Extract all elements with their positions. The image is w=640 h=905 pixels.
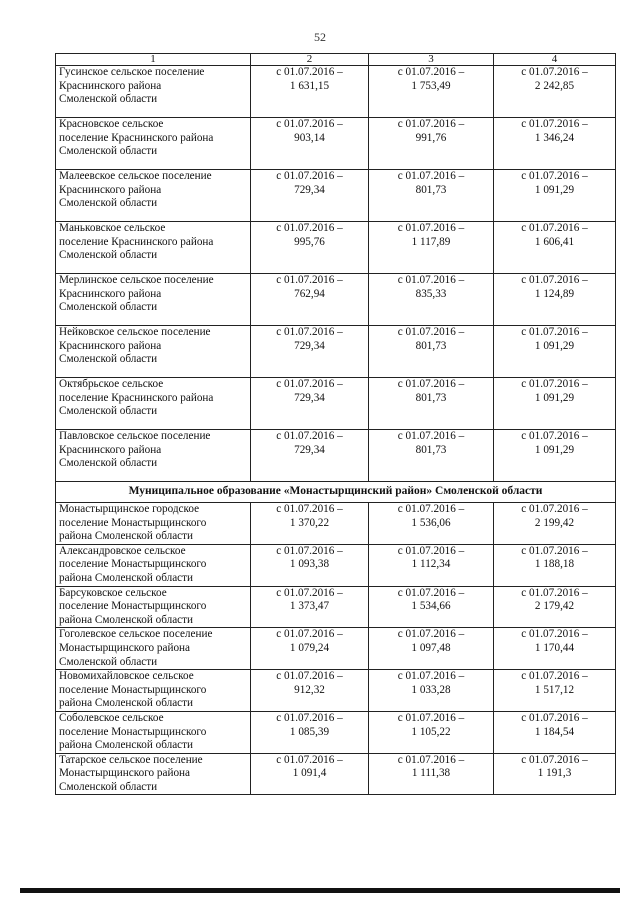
tariff-date: с 01.07.2016 – (397, 711, 465, 724)
settlement-name-line: Новомихайловское сельское (59, 670, 194, 683)
settlement-name-cell (56, 430, 251, 482)
settlement-name-line: Октябрьское сельское (59, 378, 164, 390)
tariff-date: с 01.07.2016 – (521, 430, 588, 442)
table-row (56, 586, 616, 628)
tariff-cell-v4 (494, 544, 616, 586)
settlement-name-line: Смоленской области (59, 405, 158, 418)
settlement-name-line: района Смоленской области (59, 613, 194, 626)
tariff-value: 729,34 (294, 183, 325, 196)
tariff-date: с 01.07.2016 – (521, 711, 588, 724)
tariff-value: 2 179,42 (534, 600, 575, 613)
settlement-name-line: Павловское сельское поселение (59, 430, 211, 442)
scan-edge-bar (20, 888, 620, 893)
tariff-value: 991,76 (415, 131, 447, 144)
tariff-cell-v2 (251, 274, 369, 326)
tariff-value: 1 170,44 (534, 641, 575, 654)
tariff-value: 1 536,06 (411, 516, 451, 529)
page-number: 52 (314, 30, 326, 44)
tariff-date: с 01.07.2016 – (521, 170, 588, 182)
tariff-cell-v4 (494, 66, 616, 118)
tariff-cell-v2 (251, 503, 369, 545)
settlement-name-line: Краснинского района (59, 79, 162, 92)
tariff-date: с 01.07.2016 – (397, 326, 465, 338)
settlement-name-line: Смоленской области (59, 93, 158, 106)
tariff-date: с 01.07.2016 – (276, 586, 343, 599)
tariff-value: 1 091,29 (534, 443, 575, 456)
tariff-date: с 01.07.2016 – (521, 378, 588, 390)
tariff-value: 1 606,41 (534, 235, 575, 248)
settlement-name-cell (56, 544, 251, 586)
tariff-value: 1 091,29 (534, 391, 575, 404)
tariff-value: 729,34 (294, 443, 325, 456)
settlement-name-line: поселение Монастырщинского (59, 516, 207, 529)
settlement-name-cell (56, 378, 251, 430)
tariff-cell-v3 (369, 586, 494, 628)
tariff-cell-v3 (369, 503, 494, 545)
tariff-cell-v4 (494, 503, 616, 545)
settlement-name-line: Смоленской области (59, 655, 158, 668)
settlement-name-line: Монастырщинского района (59, 767, 190, 780)
tariff-cell-v2 (251, 430, 369, 482)
settlement-name-line: Краснинского района (59, 287, 162, 300)
tariff-value: 801,73 (415, 339, 447, 352)
tariff-cell-v3 (369, 628, 494, 670)
tariff-value: 1 753,49 (411, 79, 451, 92)
table-row (56, 118, 616, 170)
tariff-date: с 01.07.2016 – (397, 118, 465, 130)
settlement-name-line: Краснинского района (59, 443, 162, 456)
tariff-cell-v2 (251, 670, 369, 712)
settlement-name-cell (56, 170, 251, 222)
settlement-name-line: Смоленской области (59, 197, 158, 210)
settlement-name-line: Смоленской области (59, 145, 158, 158)
tariff-date: с 01.07.2016 – (521, 503, 588, 515)
tariff-date: с 01.07.2016 – (521, 66, 588, 78)
settlement-name-line: поселение Монастырщинского (59, 725, 207, 738)
settlement-name-cell (56, 222, 251, 274)
tariff-date: с 01.07.2016 – (397, 586, 465, 599)
settlement-name-line: поселение Краснинского района (59, 391, 214, 404)
tariff-date: с 01.07.2016 – (521, 222, 588, 234)
section-row (56, 482, 616, 503)
settlement-name-cell (56, 628, 251, 670)
tariff-date: с 01.07.2016 – (276, 628, 343, 641)
settlement-name-line: поселение Краснинского района (59, 235, 214, 248)
tariff-date: с 01.07.2016 – (397, 430, 465, 442)
tariff-cell-v4 (494, 378, 616, 430)
tariff-date: с 01.07.2016 – (397, 222, 465, 234)
settlement-name-line: Маньковское сельское (59, 222, 166, 234)
tariff-value: 1 091,29 (534, 339, 575, 352)
tariff-value: 1 188,18 (534, 558, 575, 571)
settlement-name-cell (56, 274, 251, 326)
tariff-date: с 01.07.2016 – (397, 503, 465, 515)
tariff-cell-v3 (369, 753, 494, 795)
tariff-cell-v3 (369, 711, 494, 753)
tariff-value: 995,76 (294, 235, 325, 248)
tariff-cell-v3 (369, 170, 494, 222)
tariff-value: 1 111,38 (411, 767, 451, 780)
settlement-name-line: Нейковское сельское поселение (59, 326, 211, 338)
tariff-value: 729,34 (294, 391, 325, 404)
tariff-value: 2 199,42 (534, 516, 575, 529)
tariff-date: с 01.07.2016 – (397, 544, 465, 557)
tariff-table (55, 53, 616, 795)
tariff-date: с 01.07.2016 – (397, 628, 465, 641)
col-header-1: 1 (56, 54, 251, 66)
settlement-name-line: поселение Монастырщинского (59, 600, 207, 613)
settlement-name-line: Смоленской области (59, 249, 158, 262)
settlement-name-line: Малеевское сельское поселение (59, 170, 212, 182)
tariff-date: с 01.07.2016 – (276, 544, 343, 557)
settlement-name-line: Смоленской области (59, 457, 158, 470)
settlement-name-cell (56, 118, 251, 170)
settlement-name-cell (56, 753, 251, 795)
settlement-name-cell (56, 586, 251, 628)
tariff-value: 801,73 (415, 391, 447, 404)
table-row (56, 274, 616, 326)
tariff-cell-v2 (251, 326, 369, 378)
tariff-date: с 01.07.2016 – (276, 222, 343, 234)
settlement-name-line: Смоленской области (59, 780, 158, 793)
tariff-value: 1 097,48 (411, 641, 451, 654)
tariff-value: 1 631,15 (289, 79, 330, 92)
table-row (56, 430, 616, 482)
tariff-value: 1 093,38 (289, 558, 330, 571)
tariff-cell-v2 (251, 118, 369, 170)
tariff-cell-v4 (494, 222, 616, 274)
settlement-name-line: Монастырщинское городское (59, 503, 200, 515)
tariff-value: 1 517,12 (534, 683, 575, 696)
table-body (56, 54, 616, 795)
tariff-cell-v3 (369, 274, 494, 326)
settlement-name-line: поселение Монастырщинского (59, 558, 207, 571)
settlement-name-line: Соболевское сельское (59, 711, 164, 724)
settlement-name-line: района Смоленской области (59, 739, 194, 752)
col-header-2: 2 (251, 54, 369, 66)
col-header-4: 4 (494, 54, 616, 66)
tariff-cell-v2 (251, 170, 369, 222)
tariff-date: с 01.07.2016 – (397, 274, 465, 286)
settlement-name-line: Мерлинское сельское поселение (59, 274, 214, 286)
settlement-name-line: Гоголевское сельское поселение (59, 628, 213, 641)
settlement-name-line: поселение Краснинского района (59, 131, 214, 144)
tariff-date: с 01.07.2016 – (521, 326, 588, 338)
tariff-value: 1 370,22 (289, 516, 330, 529)
tariff-cell-v3 (369, 378, 494, 430)
tariff-value: 1 191,3 (537, 767, 572, 780)
table-row (56, 711, 616, 753)
settlement-name-line: района Смоленской области (59, 530, 194, 543)
tariff-date: с 01.07.2016 – (397, 378, 465, 390)
tariff-value: 1 534,66 (411, 600, 451, 613)
table-row (56, 378, 616, 430)
tariff-cell-v2 (251, 586, 369, 628)
tariff-cell-v3 (369, 430, 494, 482)
tariff-date: с 01.07.2016 – (276, 711, 343, 724)
tariff-value: 1 117,89 (411, 235, 451, 248)
settlement-name-cell (56, 670, 251, 712)
header-row (56, 54, 616, 66)
tariff-cell-v2 (251, 66, 369, 118)
table-row (56, 326, 616, 378)
settlement-name-line: района Смоленской области (59, 571, 194, 584)
tariff-date: с 01.07.2016 – (521, 586, 588, 599)
tariff-cell-v2 (251, 628, 369, 670)
table-row (56, 544, 616, 586)
tariff-cell-v3 (369, 118, 494, 170)
settlement-name-line: Гусинское сельское поселение (59, 66, 205, 78)
tariff-date: с 01.07.2016 – (276, 378, 343, 390)
tariff-cell-v3 (369, 222, 494, 274)
tariff-date: с 01.07.2016 – (276, 170, 343, 182)
tariff-cell-v3 (369, 544, 494, 586)
tariff-cell-v2 (251, 544, 369, 586)
tariff-cell-v4 (494, 326, 616, 378)
tariff-value: 1 079,24 (289, 641, 330, 654)
tariff-date: с 01.07.2016 – (521, 753, 588, 766)
tariff-date: с 01.07.2016 – (397, 753, 465, 766)
settlement-name-line: Смоленской области (59, 301, 158, 314)
settlement-name-line: района Смоленской области (59, 697, 194, 710)
settlement-name-line: Смоленской области (59, 353, 158, 366)
table-row (56, 170, 616, 222)
table-row (56, 628, 616, 670)
tariff-date: с 01.07.2016 – (521, 670, 588, 683)
table-row (56, 503, 616, 545)
table-row (56, 670, 616, 712)
tariff-value: 1 373,47 (289, 600, 330, 613)
tariff-cell-v3 (369, 326, 494, 378)
tariff-value: 2 242,85 (534, 79, 575, 92)
tariff-cell-v4 (494, 586, 616, 628)
tariff-cell-v2 (251, 711, 369, 753)
tariff-date: с 01.07.2016 – (397, 170, 465, 182)
table-row (56, 66, 616, 118)
tariff-date: с 01.07.2016 – (521, 628, 588, 641)
tariff-value: 1 346,24 (534, 131, 575, 144)
tariff-cell-v4 (494, 753, 616, 795)
tariff-cell-v4 (494, 118, 616, 170)
tariff-cell-v4 (494, 274, 616, 326)
settlement-name-line: Красновское сельское (59, 118, 164, 130)
settlement-name-line: Краснинского района (59, 339, 162, 352)
settlement-name-cell (56, 66, 251, 118)
tariff-value: 729,34 (294, 339, 325, 352)
tariff-cell-v4 (494, 628, 616, 670)
tariff-date: с 01.07.2016 – (276, 753, 343, 766)
section-title: Муниципальное образование «Монастырщинский район» Смоленской области (56, 482, 616, 503)
tariff-date: с 01.07.2016 – (276, 66, 343, 78)
tariff-cell-v2 (251, 753, 369, 795)
tariff-value: 1 124,89 (534, 287, 575, 300)
tariff-value: 1 085,39 (289, 725, 330, 738)
settlement-name-line: Александровское сельское (59, 544, 186, 557)
tariff-cell-v2 (251, 378, 369, 430)
settlement-name-line: поселение Монастырщинского (59, 683, 207, 696)
tariff-date: с 01.07.2016 – (276, 670, 343, 683)
tariff-date: с 01.07.2016 – (521, 274, 588, 286)
tariff-date: с 01.07.2016 – (521, 118, 588, 130)
tariff-value: 762,94 (294, 287, 325, 300)
tariff-value: 1 091,4 (292, 767, 327, 780)
table-row (56, 222, 616, 274)
tariff-value: 1 033,28 (411, 683, 451, 696)
tariff-value: 801,73 (415, 443, 447, 456)
tariff-value: 1 184,54 (534, 725, 575, 738)
tariff-cell-v4 (494, 670, 616, 712)
tariff-value: 903,14 (294, 131, 325, 144)
tariff-value: 1 091,29 (534, 183, 575, 196)
tariff-date: с 01.07.2016 – (521, 544, 588, 557)
settlement-name-line: Краснинского района (59, 183, 162, 196)
tariff-cell-v4 (494, 711, 616, 753)
tariff-cell-v2 (251, 222, 369, 274)
settlement-name-cell (56, 711, 251, 753)
settlement-name-cell (56, 503, 251, 545)
tariff-date: с 01.07.2016 – (276, 118, 343, 130)
tariff-value: 912,32 (294, 683, 325, 696)
tariff-value: 835,33 (415, 287, 447, 300)
tariff-cell-v4 (494, 430, 616, 482)
settlement-name-line: Татарское сельское поселение (59, 753, 203, 766)
table-row (56, 753, 616, 795)
tariff-cell-v3 (369, 66, 494, 118)
tariff-date: с 01.07.2016 – (397, 670, 465, 683)
settlement-name-cell (56, 326, 251, 378)
tariff-value: 801,73 (415, 183, 447, 196)
tariff-cell-v4 (494, 170, 616, 222)
settlement-name-line: Монастырщинского района (59, 641, 190, 654)
tariff-value: 1 112,34 (411, 558, 451, 571)
tariff-date: с 01.07.2016 – (276, 503, 343, 515)
tariff-date: с 01.07.2016 – (276, 326, 343, 338)
tariff-cell-v3 (369, 670, 494, 712)
tariff-date: с 01.07.2016 – (276, 430, 343, 442)
tariff-value: 1 105,22 (411, 725, 451, 738)
col-header-3: 3 (369, 54, 494, 66)
tariff-date: с 01.07.2016 – (397, 66, 465, 78)
tariff-date: с 01.07.2016 – (276, 274, 343, 286)
settlement-name-line: Барсуковское сельское (59, 586, 167, 599)
